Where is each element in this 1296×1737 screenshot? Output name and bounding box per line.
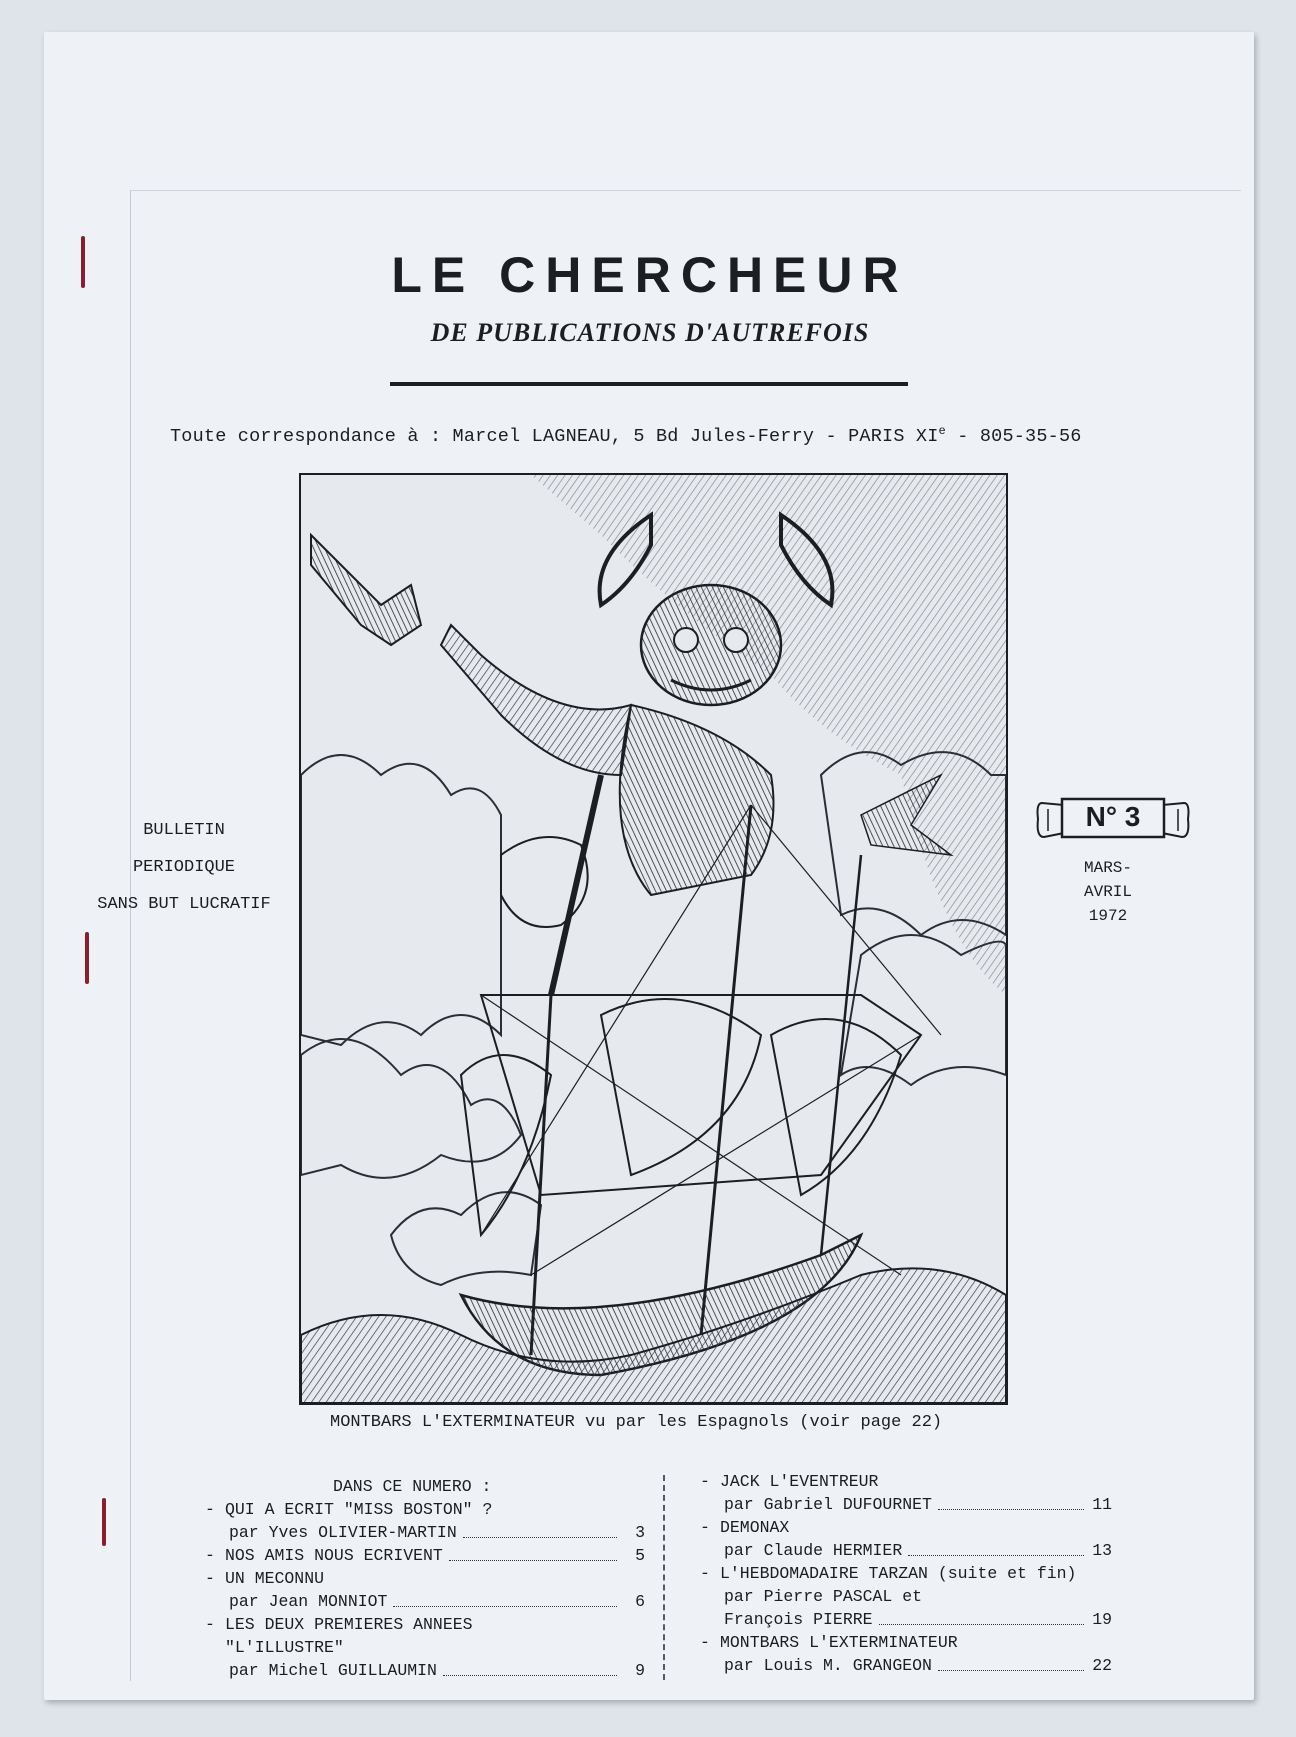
toc-entry [700, 1631, 1112, 1677]
toc-entry-title: - NOS AMIS NOUS ECRIVENT [225, 1546, 443, 1565]
toc-entry-page: 5 [635, 1546, 645, 1565]
toc-entry-page: 19 [1092, 1610, 1112, 1629]
contact-superscript: e [938, 424, 946, 438]
illustration-caption: MONTBARS L'EXTERMINATEUR vu par les Espagnols (voir page 22) [330, 1413, 943, 1432]
toc-right-column [700, 1470, 1112, 1677]
bulletin-line: SANS BUT LUCRATIF [97, 895, 271, 914]
toc-entry-author: par Claude HERMIER [724, 1541, 903, 1560]
toc-entry-author: par Michel GUILLAUMIN [229, 1661, 437, 1680]
issue-date-line: MARS- [1083, 859, 1132, 877]
toc-entry-author-line [205, 1521, 645, 1544]
toc-entry-page: 13 [1092, 1541, 1112, 1560]
toc-entry-title: - LES DEUX PREMIERES ANNEES [205, 1613, 645, 1636]
issue-date-line: AVRIL [1083, 883, 1132, 901]
toc-entry-page: 22 [1092, 1656, 1112, 1675]
toc-entry-author: par Gabriel DUFOURNET [724, 1495, 932, 1514]
toc-entry [205, 1544, 645, 1567]
toc-leader [938, 1509, 1084, 1510]
contact-text: Toute correspondance à : Marcel LAGNEAU, 5 Bd Jules-Ferry - PARIS XI [170, 426, 939, 448]
masthead-rule [390, 382, 908, 386]
toc-entry-author: François PIERRE [724, 1610, 873, 1629]
toc-leader [449, 1560, 617, 1561]
toc-entry-author-line [205, 1659, 645, 1682]
toc-leader [879, 1624, 1084, 1625]
toc-entry-author-line [700, 1608, 1112, 1631]
masthead-title: LE CHERCHEUR [391, 247, 909, 303]
toc-leader [393, 1606, 617, 1607]
toc-entry [700, 1470, 1112, 1516]
issue-number: N° 3 [1085, 801, 1141, 832]
toc-entry [205, 1498, 645, 1544]
contact-phone: - 805-35-56 [945, 426, 1082, 448]
toc-leader [938, 1670, 1084, 1671]
toc-entry [205, 1613, 645, 1682]
toc-entry [700, 1516, 1112, 1562]
bulletin-line: BULLETIN [143, 821, 225, 840]
issue-date-line: 1972 [1088, 907, 1128, 925]
toc-entry-title: - DEMONAX [700, 1516, 1112, 1539]
toc-entry-author: par Yves OLIVIER-MARTIN [229, 1523, 457, 1542]
toc-entry-page: 11 [1092, 1495, 1112, 1514]
toc-entry-author-line [205, 1590, 645, 1613]
toc-entry-title-line [205, 1544, 645, 1567]
cover-illustration [299, 473, 1008, 1405]
toc-entry-author-line [700, 1493, 1112, 1516]
toc-header: DANS CE NUMERO : [333, 1477, 492, 1496]
staple-mark [81, 236, 85, 288]
toc-leader [908, 1555, 1084, 1556]
toc-entry-title: - MONTBARS L'EXTERMINATEUR [700, 1631, 1112, 1654]
bulletin-line: PERIODIQUE [132, 858, 236, 877]
toc-entry-author: par Louis M. GRANGEON [724, 1656, 932, 1675]
toc-leader [443, 1675, 617, 1676]
toc-entry [700, 1562, 1112, 1631]
toc-entry-title-continued: "L'ILLUSTRE" [225, 1638, 344, 1657]
toc-entry-author: par Pierre PASCAL et [724, 1587, 923, 1606]
toc-entry-title: - JACK L'EVENTREUR [700, 1470, 1112, 1493]
staple-mark [102, 1498, 106, 1546]
issue-banner [1034, 795, 1192, 845]
toc-entry-title: - UN MECONNU [205, 1567, 645, 1590]
toc-entry-page: 6 [635, 1592, 645, 1611]
masthead-subtitle: DE PUBLICATIONS D'AUTREFOIS [430, 318, 870, 347]
toc-entry-author: par Jean MONNIOT [229, 1592, 388, 1611]
toc-left-column [205, 1475, 645, 1682]
toc-entry-page: 9 [635, 1661, 645, 1680]
toc-entry-title: - L'HEBDOMADAIRE TARZAN (suite et fin) [700, 1562, 1112, 1585]
toc-entry [205, 1567, 645, 1613]
issue-date [1058, 856, 1158, 928]
illustration-drawing [301, 475, 1006, 1403]
staple-mark [85, 932, 89, 984]
contact-line [170, 424, 1130, 447]
toc-entry-author-line [700, 1654, 1112, 1677]
toc-entry-page: 3 [635, 1523, 645, 1542]
toc-leader [463, 1537, 617, 1538]
bulletin-description [84, 812, 284, 923]
toc-entry-author-line [700, 1539, 1112, 1562]
toc-divider [663, 1475, 665, 1680]
toc-entry-title: - QUI A ECRIT "MISS BOSTON" ? [205, 1498, 645, 1521]
